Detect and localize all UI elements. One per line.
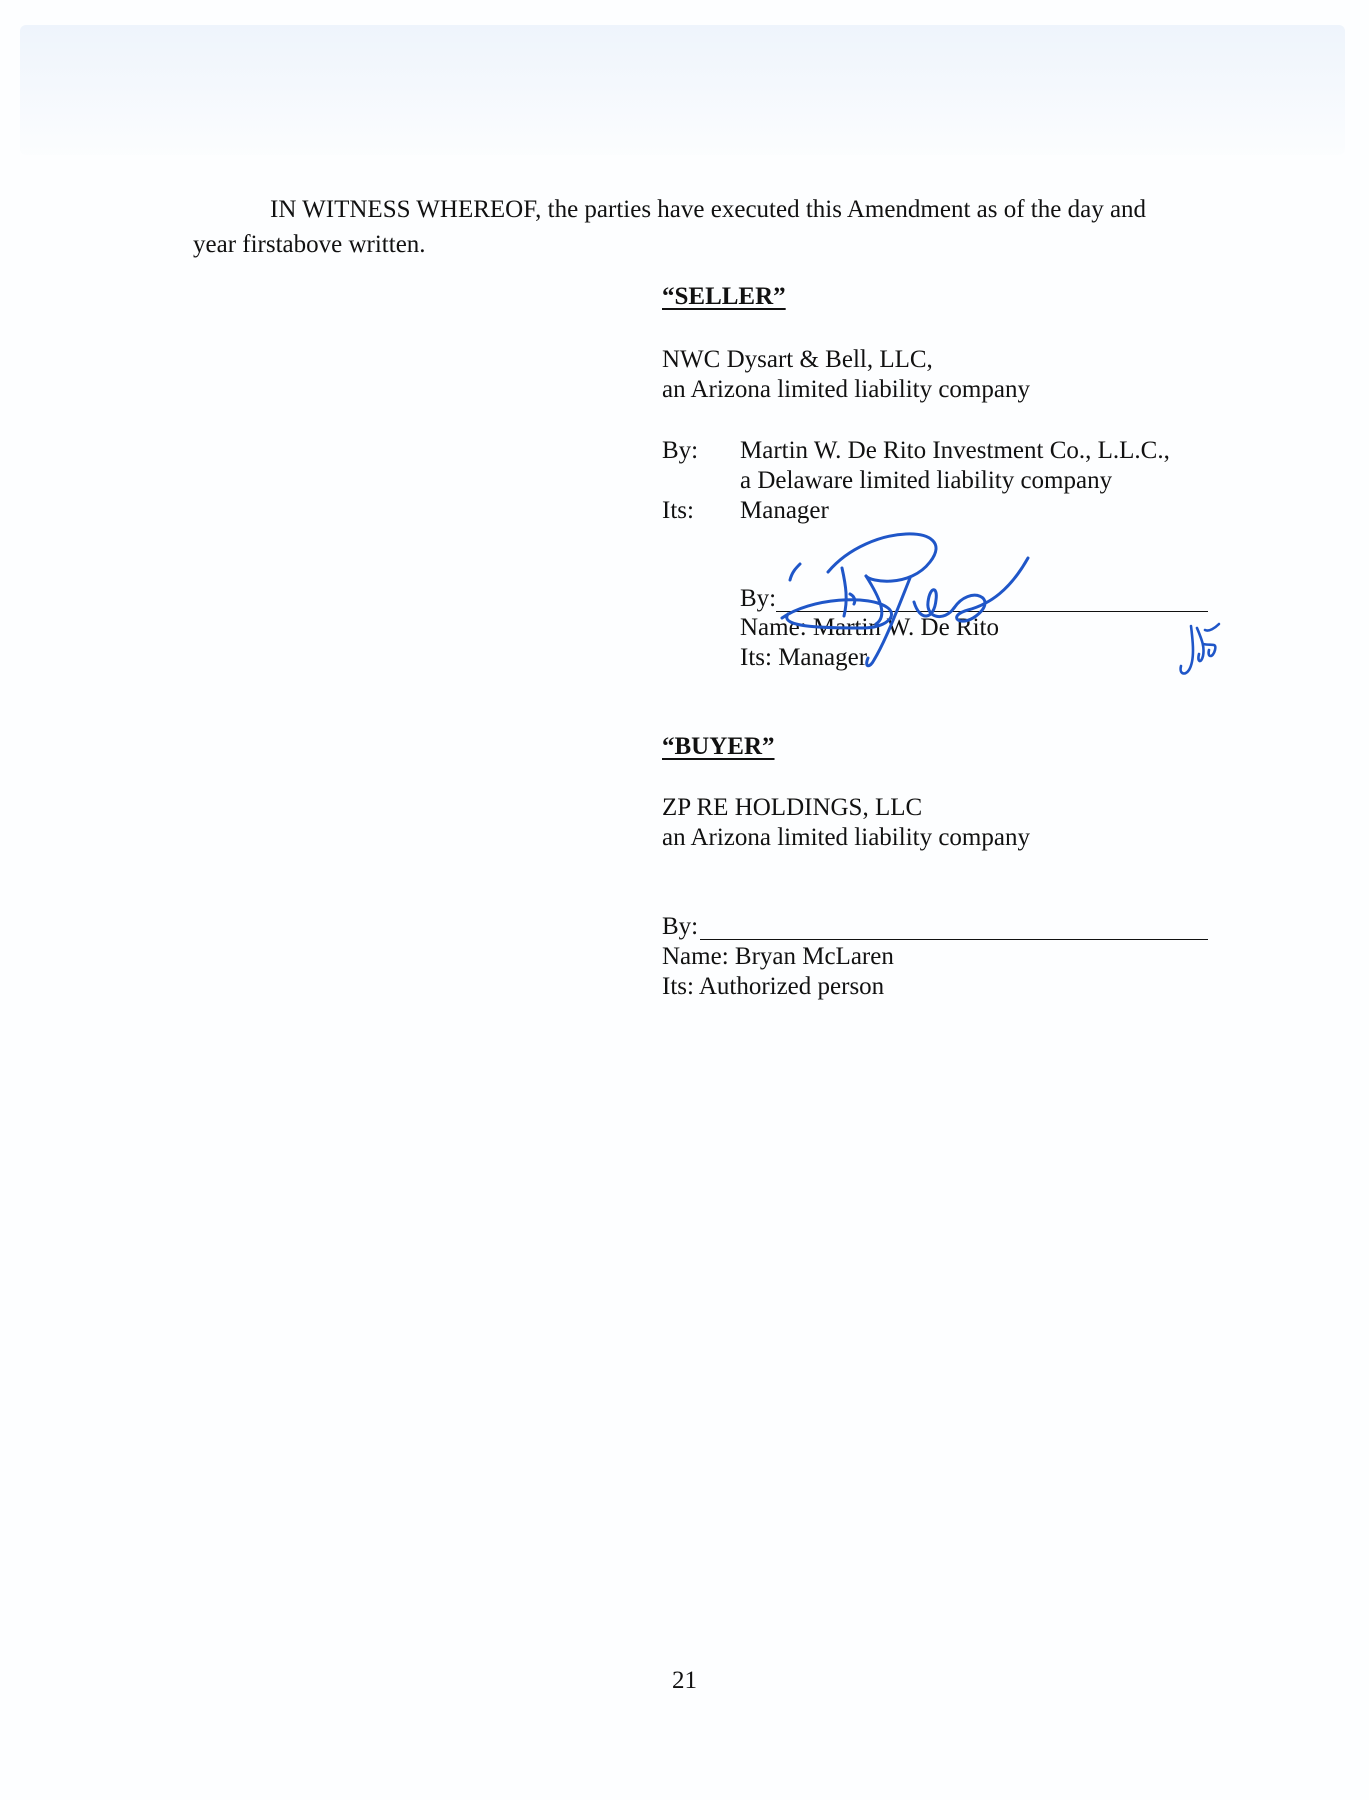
seller-by-value-line1: Martin W. De Rito Investment Co., L.L.C., [740, 437, 1170, 464]
seller-by-value-line2: a Delaware limited liability company [740, 467, 1113, 494]
buyer-by-label: By: [662, 913, 699, 940]
seller-entity-name: NWC Dysart & Bell, LLC, [662, 346, 933, 373]
buyer-signature-line [700, 939, 1208, 940]
seller-initials [1175, 620, 1225, 680]
seller-signatory-by-label: By: [740, 585, 777, 612]
seller-its-value: Manager [740, 497, 829, 524]
buyer-entity-name: ZP RE HOLDINGS, LLC [662, 794, 923, 821]
seller-its-label: Its: [662, 497, 694, 524]
seller-by-label: By: [662, 437, 699, 464]
buyer-signatory-its: Its: Authorized person [662, 973, 885, 1000]
seller-heading-block [662, 283, 786, 311]
witness-clause [193, 192, 1213, 262]
seller-handwritten-signature [770, 512, 1040, 672]
buyer-entity [662, 793, 1030, 853]
witness-clause-line1: IN WITNESS WHEREOF, the parties have executed this Amendment as of the day and [270, 196, 1147, 223]
buyer-signatory-name: Name: Bryan McLaren [662, 943, 894, 970]
seller-signatory-name: Name: Martin W. De Rito [740, 614, 999, 641]
seller-heading: “SELLER” [662, 283, 786, 310]
seller-entity-type: an Arizona limited liability company [662, 376, 1030, 403]
scan-artifact [20, 25, 1345, 155]
buyer-heading: “BUYER” [662, 733, 775, 760]
buyer-heading-block [662, 733, 775, 761]
page-number: 21 [672, 1667, 697, 1694]
buyer-entity-type: an Arizona limited liability company [662, 824, 1030, 851]
seller-entity [662, 345, 1030, 405]
seller-signatory-its: Its: Manager [740, 644, 868, 671]
witness-clause-line2: year firstabove written. [193, 231, 426, 258]
